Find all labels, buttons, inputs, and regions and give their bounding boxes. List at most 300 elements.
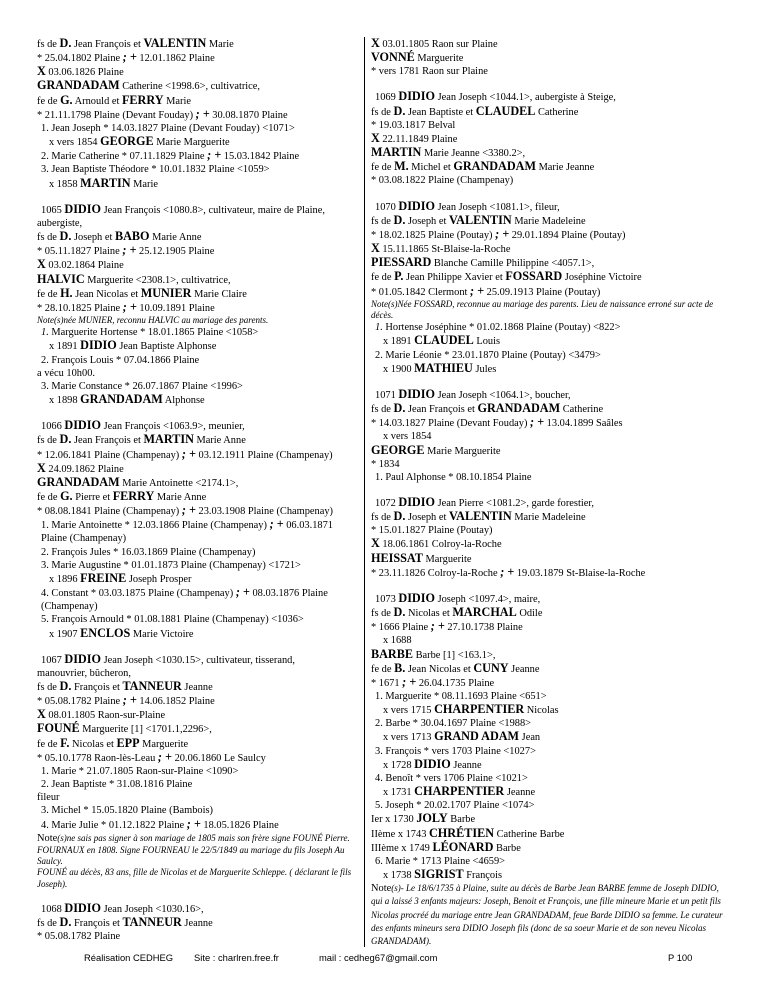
text-run: Michel et [408,162,454,174]
surname-bold: ; + [530,415,545,430]
text-run: François [463,870,503,882]
text-line [37,765,359,778]
surname-bold: X [37,707,46,722]
surname-bold: DIDIO [398,494,435,509]
text-run: * 05.08.1782 Plaine [37,696,123,708]
surname-bold: GRANDADAM [477,401,561,416]
text-run: 08.03.1876 Plaine (Champenay) [41,588,328,613]
surname-bold: PIESSARD [371,255,432,270]
text-run: 2. Marie Catherine * 07.11.1829 Plaine [41,151,208,163]
surname-bold: D. [393,401,406,416]
surname-bold: SIGRIST [414,867,464,882]
text-run: 30.08.1870 Plaine [209,109,288,121]
surname-bold: X [37,64,46,79]
text-run: fs de [371,512,394,524]
text-line [371,592,731,606]
text-run: 3. Jean Baptiste Théodore * 10.01.1832 Plaine <1059> [41,164,270,176]
text-run: Jeanne [181,918,213,930]
text-line [37,258,359,272]
surname-bold: ; + [430,619,445,634]
text-run: x 1858 [49,178,81,190]
text-run: FOURNAUX en 1808. Signe FOURNEAU le 22/5/1849 au mariage du fils Joseph Au Saulcy. [37,844,345,867]
text-run: 15.03.1842 Plaine [221,151,300,163]
text-line [37,680,359,694]
text-run: 4. Constant * 03.03.1875 Plaine (Champenay) [41,588,236,600]
surname-bold: DIDIO [64,418,101,433]
text-run: 1072 [375,497,399,509]
text-line [371,552,731,566]
text-line [37,108,359,122]
text-run: 1. Marguerite * 08.11.1693 Plaine <651> [375,691,547,702]
text-run: 2. Barbe * 30.04.1697 Plaine <1988> [375,718,532,730]
text-run: 1. Marie * 21.07.1805 Raon-sur-Plaine <1090> [41,765,239,777]
text-line [371,620,731,634]
text-line [371,334,731,348]
text-run: * 05.10.1778 Raon-lès-Leau [37,752,158,764]
text-run: fs de [37,918,60,930]
text-run: * 1671 [371,677,403,689]
text-run: Joséphine Victoire [562,272,642,284]
surname-bold: MARTIN [371,145,422,160]
surname-bold: MARCHAL [452,605,517,620]
text-run: x 1891 [49,341,81,353]
text-line [371,242,731,256]
text-run: * 14.03.1827 Plaine (Devant Fouday) [371,418,531,430]
text-run: Jean Philippe Xavier et [403,272,506,284]
text-line [371,882,731,948]
page-number: P 100 [668,952,693,963]
text-line [37,845,359,868]
text-line [37,177,359,191]
text-run: Marguerite [414,53,464,65]
text-run: 4. Benoît * vers 1706 Plaine <1021> [375,772,528,784]
text-run: Alphonse [162,395,205,407]
text-run: x 1738 [383,870,415,882]
text-line [371,606,731,620]
surname-bold: GRANDADAM [37,78,120,93]
text-run: Jean François et [405,404,478,416]
text-run: 06.03.1871 Plaine (Champenay) [41,520,333,545]
text-run: Marie Madeleine [511,512,586,524]
surname-bold: ; + [181,503,196,518]
text-line [37,916,359,930]
text-run: Nicolas et [405,608,453,620]
surname-bold: DIDIO [398,386,435,401]
surname-bold: EPP [116,735,140,750]
text-run: 3. Marie Constance * 26.07.1867 Plaine <1996> [41,380,243,392]
surname-bold: X [37,257,46,272]
text-line [371,868,731,882]
text-run: Marie Jeanne [535,162,595,174]
text-run: x 1907 [49,628,81,640]
text-run: x vers 1854 [383,431,432,443]
surname-bold: TANNEUR [122,679,182,694]
surname-bold: HEISSAT [371,550,423,565]
text-line [371,758,731,772]
text-line [371,416,731,430]
text-line [371,200,731,214]
text-run: Joseph et [405,215,449,227]
text-line [371,537,731,551]
text-run: Marie Antoinette <2174.1>, [119,477,239,489]
text-run: x vers 1713 [383,732,435,744]
text-line [37,627,359,641]
surname-bold: GEORGE [100,134,154,149]
surname-bold: FERRY [121,92,164,107]
surname-bold: X [371,36,380,50]
text-run: fs de [37,39,60,50]
text-line [371,703,731,717]
text-run: Ier x 1730 [371,814,417,826]
text-run: 25.09.1913 Plaine (Poutay) [484,286,601,298]
text-line [37,546,359,559]
text-run: fs de [37,232,60,244]
surname-bold: DIDIO [64,901,101,916]
text-run: Catherine Barbe [494,828,565,840]
text-line [371,676,731,690]
text-run: fe de [371,663,395,675]
surname-bold: CUNY [473,660,509,675]
text-run: Hortense Joséphine * 01.02.1868 Plaine (Poutay) <822> [382,322,621,334]
text-run: 2. François Louis * 07.04.1866 Plaine [41,354,200,366]
surname-bold: D. [59,432,72,447]
text-line [37,476,359,490]
surname-bold: F. [60,735,70,750]
text-run: 4. Marie Julie * 01.12.1822 Plaine [41,819,187,831]
text-run: * 23.11.1826 Colroy-la-Roche [371,567,501,579]
text-line [37,230,359,244]
text-run: fs de [371,608,394,620]
text-run: Marguerite <2308.1>, cultivatrice, [84,274,231,286]
text-run: 24.09.1862 Plaine [45,463,124,475]
text-line [37,653,359,667]
text-line [37,244,359,258]
text-line [37,273,359,287]
text-line [37,339,359,353]
text-run: 19.03.1879 St-Blaise-la-Roche [514,567,646,579]
surname-bold: ; + [157,749,172,764]
text-run: François et [71,682,123,694]
text-run: Jeanne [450,759,482,771]
footer-mail: mail : cedheg67@gmail.com [319,952,438,963]
text-run: Joseph <1097.4>, maire, [434,593,541,605]
text-line [371,51,731,65]
text-run: 03.01.1805 Raon sur Plaine [379,39,498,50]
text-line [37,902,359,916]
text-run: 1073 [375,593,399,605]
surname-bold: X [37,460,46,475]
text-run: 18.06.1861 Colroy-la-Roche [379,539,502,551]
text-run: x 1900 [383,363,415,375]
text-run: 5. François Arnould * 01.08.1881 Plaine (Champenay) <1036> [41,614,304,626]
surname-bold: JOLY [416,811,448,826]
text-line [371,471,731,484]
text-run: fs de [371,215,394,227]
surname-bold: DIDIO [398,198,435,213]
surname-bold: D. [59,915,72,930]
surname-bold: GRANDADAM [453,159,536,174]
left-column [37,37,359,944]
text-line [37,393,359,407]
surname-bold: CHARPENTIER [414,784,505,799]
text-line [37,751,359,765]
surname-bold: DIDIO [398,590,435,605]
surname-bold: G. [60,488,73,503]
text-line [37,448,359,462]
text-run: Marguerite [1] <1701.1,2296>, [79,724,212,736]
text-line [37,708,359,722]
text-run: Marie Jeanne <3380.2>, [421,148,526,160]
surname-bold: ENCLOS [80,625,131,640]
text-run: fe de [37,491,61,503]
text-run: FOUNÉ au décès, 83 ans, fille de Nicolas et de Marguerite Schleppe. ( déclarant le fils Joseph). [37,867,352,889]
text-run: Catherine [560,404,604,416]
surname-bold: ; + [207,148,222,163]
text-run: 3. Marie Augustine * 01.01.1873 Plaine (Champenay) <1721> [41,559,301,571]
surname-bold: VALENTIN [143,36,207,50]
text-run: Marie Marguerite [153,137,230,149]
surname-bold: ; + [122,50,137,65]
text-run: * 19.03.1817 Belval [371,119,456,131]
surname-bold: GRANDADAM [80,392,163,407]
surname-bold: GRAND ADAM [434,729,520,744]
text-line [371,662,731,676]
text-run: 18.05.1826 Plaine [200,819,279,831]
text-run: fe de [37,95,61,107]
text-line [37,135,359,149]
surname-bold: H. [60,285,73,300]
text-run: x 1898 [49,395,81,407]
text-line [371,132,731,146]
text-run: 20.06.1860 Le Saulcy [171,752,266,764]
text-run: * vers 1781 Raon sur Plaine [371,66,488,78]
text-run: x vers 1715 [383,705,435,717]
surname-bold: ; + [470,283,485,298]
text-run: Jeanne [504,787,536,799]
text-line [371,827,731,841]
text-run: Jean Joseph <1030.16>, [100,904,204,916]
text-run: Jules [472,363,497,375]
text-run: Marie Anne [193,435,246,447]
text-run: fs de [37,682,60,694]
text-run: Barbe [1] <163.1>, [413,649,496,661]
text-line [37,94,359,108]
text-run: IIIème x 1749 [371,842,433,854]
surname-bold: MARTIN [143,432,194,447]
text-line [37,37,359,51]
text-run: x 1896 [49,573,81,585]
text-run: * 05.11.1827 Plaine [37,246,123,258]
text-run: 22.11.1849 Plaine [379,133,458,145]
text-run: Marie Madeleine [511,215,586,227]
surname-bold: ; + [122,693,137,708]
text-run: 29.01.1894 Plaine (Poutay) [509,229,626,241]
text-line [37,419,359,433]
text-run: 08.01.1805 Raon-sur-Plaine [45,710,166,722]
text-run: Joseph et [405,512,449,524]
text-line [37,572,359,586]
text-line [371,812,731,826]
text-run: Jean Pierre <1081.2>, garde forestier, [434,497,594,509]
text-line [37,287,359,301]
surname-bold: DIDIO [80,338,117,353]
text-run: Barbe [493,842,521,854]
text-run: 1071 [375,389,399,401]
text-line [371,37,731,51]
text-run: Jean Nicolas et [72,288,141,300]
text-line [371,362,731,376]
text-run: Jean [519,732,541,744]
text-line [371,785,731,799]
surname-bold: MARTIN [80,175,131,190]
text-run: (s)- Le 18/6/1735 à Plaine, suite au décès de Barbe Jean BARBE femme de Joseph DIDIO, qui a laissé 3 enfants majeurs: Joseph, Benoit et François, une fille mineure Marie et un petit fils Nicolas procréé du mariage entre Jean GRANDADAM, feue Barde DIDIO sa femme. Le curateur des enfants mineurs sera DIDIO Joseph fils (donc de sa soeur Marie et de son neveu Nicolas GRANDADAM). [371,883,723,946]
footer-site: Site : charlren.free.fr [194,952,279,963]
surname-bold: G. [60,92,73,107]
surname-bold: FERRY [112,488,155,503]
surname-bold: CHRÉTIEN [429,825,495,840]
text-line [37,778,359,791]
surname-bold: DIDIO [414,756,451,771]
surname-bold: X [371,130,380,145]
text-run: * 28.10.1825 Plaine [37,302,123,314]
text-run: Marguerite [422,553,472,565]
text-line [37,301,359,315]
text-line [371,270,731,284]
text-run: aubergiste, [37,217,83,229]
text-line [371,430,731,443]
text-run: * 08.08.1841 Plaine (Champenay) [37,506,182,518]
text-run: Jeanne [508,663,540,675]
text-run: 3. François * vers 1703 Plaine <1027> [375,745,536,757]
text-run: 2. Jean Baptiste * 31.08.1816 Plaine [41,779,193,791]
text-run: Marie Marguerite [424,445,501,457]
surname-bold: X [371,536,380,551]
text-line [37,462,359,476]
text-run: 6. Marie * 1713 Plaine <4659> [375,855,506,867]
text-run: Barbe [447,814,476,826]
text-line [37,433,359,447]
surname-bold: ; + [195,106,210,121]
text-run: x 1688 [383,635,412,647]
text-line [371,566,731,580]
text-run: Blanche Camille Philippine <4057.1>, [431,258,595,270]
text-line [37,930,359,943]
text-run: * 01.05.1842 Clermont [371,286,470,298]
text-line [37,586,359,613]
text-run: 1067 [41,654,65,666]
text-run: Note [37,832,58,844]
surname-bold: ; + [122,243,137,258]
text-line [37,354,359,367]
text-run: fileur [37,792,60,804]
surname-bold: P. [394,269,404,284]
text-line [371,160,731,174]
surname-bold: MATHIEU [414,360,473,375]
text-run: 2. François Jules * 16.03.1869 Plaine (Champenay) [41,546,256,558]
text-run: x 1728 [383,759,415,771]
text-run: Jean François <1063.9>, meunier, [100,421,245,433]
text-run: 14.06.1852 Plaine [136,696,215,708]
text-line [371,388,731,402]
text-line [37,367,359,380]
text-run: 1068 [41,904,65,916]
surname-bold: VALENTIN [448,212,512,227]
surname-bold: TANNEUR [122,915,182,930]
text-line [37,722,359,736]
text-line [371,648,731,662]
text-run: * 21.11.1798 Plaine (Devant Fouday) [37,109,196,121]
text-run: 15.11.1865 St-Blaise-la-Roche [379,244,511,256]
text-run: * 15.01.1827 Plaine (Poutay) [371,525,493,537]
text-line [37,737,359,751]
surname-bold: ; + [235,585,250,600]
text-line [371,214,731,228]
text-run: 23.03.1908 Plaine (Champenay) [195,506,334,518]
surname-bold: GEORGE [371,442,425,457]
text-line [371,299,731,322]
text-run: a vécu 10h00. [37,367,95,379]
surname-bold: ; + [186,816,201,831]
text-run: Marie Victoire [130,628,194,640]
text-line [371,174,731,187]
surname-bold: ; + [122,299,137,314]
text-line [37,667,359,680]
text-run: 1070 [375,201,399,213]
text-run: 10.09.1891 Plaine [136,302,215,314]
text-line [37,65,359,79]
text-line [37,832,359,845]
text-run: 25.12.1905 Plaine [136,246,215,258]
text-run: 1. Jean Joseph * 14.03.1827 Plaine (Devant Fouday) <1071> [41,122,295,134]
text-run: Marie Claire [191,288,247,300]
surname-bold: B. [394,660,406,675]
surname-bold: CLAUDEL [475,103,536,118]
text-run: Jean Nicolas et [405,663,474,675]
text-line [37,79,359,93]
text-run: 2. Marie Léonie * 23.01.1870 Plaine (Poutay) <3479> [375,349,601,361]
text-line [37,518,359,545]
text-run: 26.04.1735 Plaine [416,677,495,689]
text-line [37,694,359,708]
text-run: * 1834 [371,458,400,470]
text-run: 03.06.1826 Plaine [45,67,124,79]
text-run: Marie [206,39,234,50]
text-run: IIème x 1743 [371,828,429,840]
text-line [371,458,731,471]
surname-bold: MUNIER [140,285,192,300]
surname-bold: VONNÉ [371,50,415,65]
text-run: 03.02.1864 Plaine [45,260,124,272]
surname-bold: D. [59,36,72,50]
text-line [371,119,731,132]
text-run: Nicolas et [69,738,117,750]
text-line [371,65,731,78]
text-run: Marie [130,178,158,190]
text-run: Marie Anne [149,232,202,244]
text-run: * 1666 Plaine [371,622,431,634]
surname-bold: ; + [181,446,196,461]
text-line [37,51,359,65]
surname-bold: DIDIO [64,651,101,666]
text-run: Jean François <1080.8>, cultivateur, maire de Plaine, [100,204,325,216]
text-run: 1. [41,327,49,339]
text-run: Note(s)née MUNIER, reconnu HALVIC au mariage des parents. [37,314,269,325]
text-line [37,818,359,832]
surname-bold: M. [394,159,409,174]
column-divider [364,37,365,947]
surname-bold: DIDIO [64,201,101,216]
text-line [37,315,359,326]
